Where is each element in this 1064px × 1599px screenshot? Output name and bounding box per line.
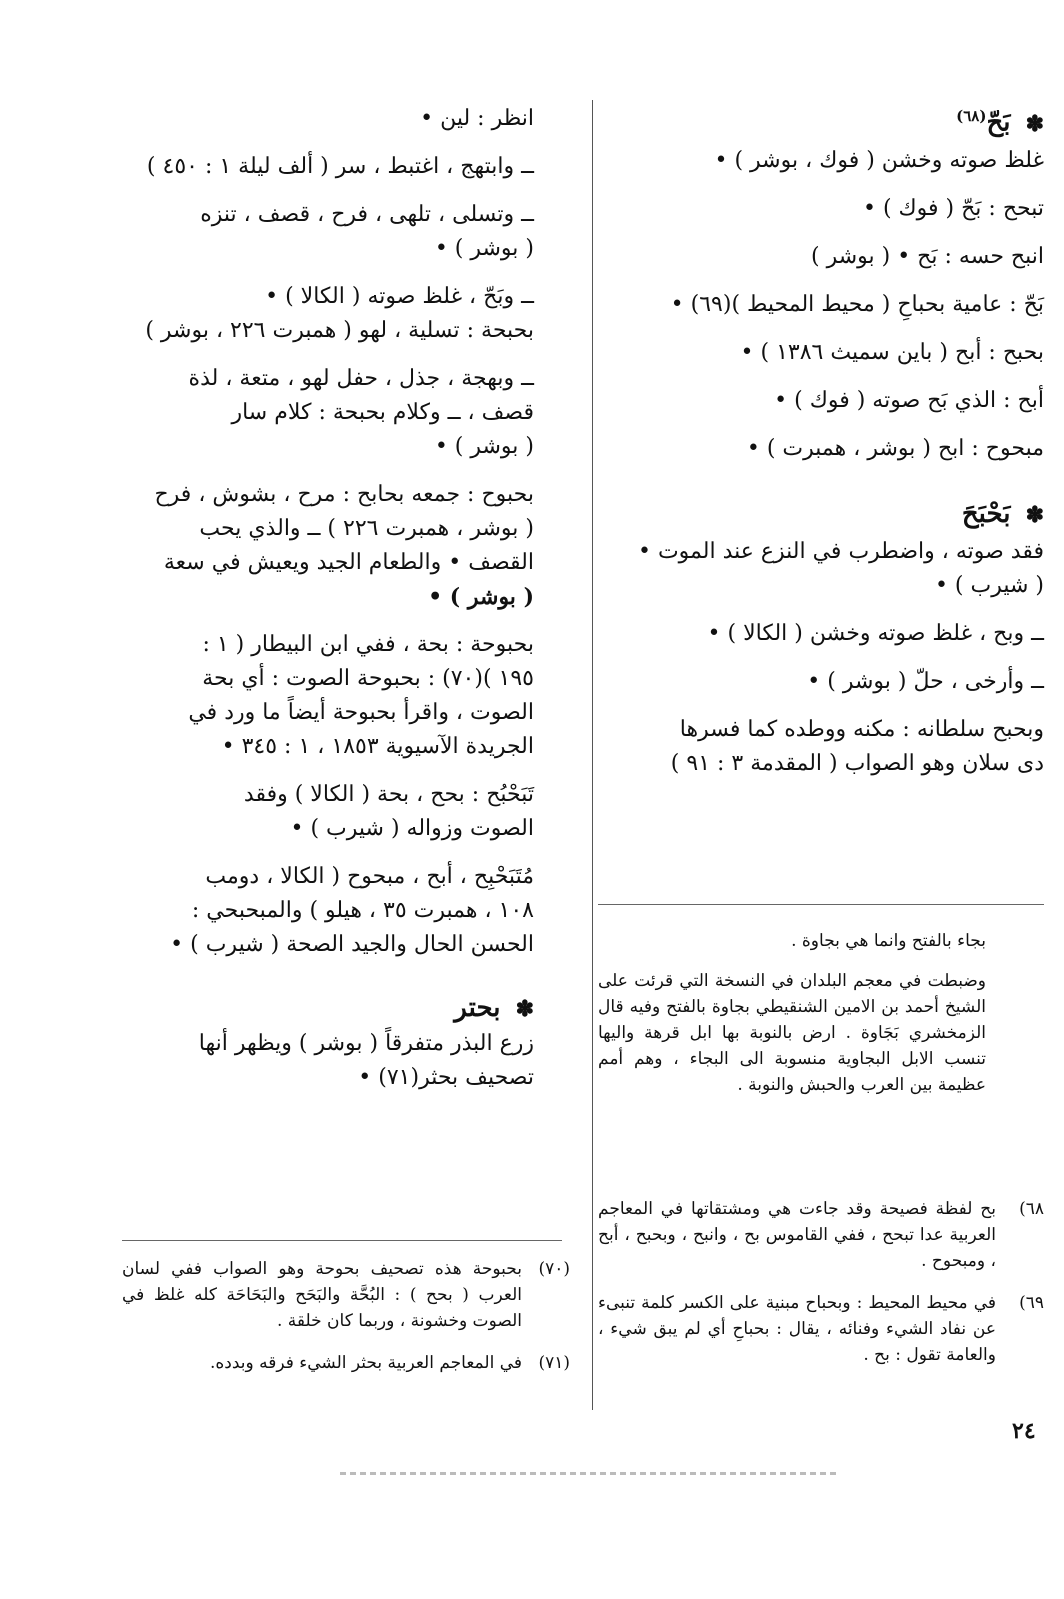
footnote-text: في محيط المحيط : وبحباح مبنية على الكسر كلمة تنبىء عن نفاد الشيء وفنائه ، يقال : بحباحِ أي لم يبق شيء ، والعامة تقول : بح . xyxy=(598,1293,996,1365)
entry-line: بحبوحة : بحة ، ففي ابن البيطار ( ١ : xyxy=(202,632,534,657)
entry-star-icon: ✽ xyxy=(515,996,534,1022)
left-footnotes xyxy=(122,1256,570,1392)
footnote-text: في المعاجم العربية بحثر الشيء فرقه وبدده. xyxy=(209,1353,522,1373)
footnote-separator xyxy=(122,1240,562,1241)
entry-bahtar xyxy=(122,988,534,1029)
entry-line: ــ وبح ، غلظ صوته وخشن ( الكالا ) • xyxy=(707,620,1044,646)
entry-line: بحبح : أبح ( باين سميث ١٣٨٦ ) • xyxy=(740,339,1044,365)
entry-line: الحسن الحال والجيد الصحة ( شيرب ) • xyxy=(170,932,534,957)
note-paragraph: وضبطت في معجم البلدان في النسخة التي قرئت على الشيخ أحمد بن الامين الشنقيطي بجاوة بالفتح وفيه قال الزمخشري بَجَاوة . ارض بالنوبة بها ابل قرهة واليها تنسب الابل البجاوية منسوبة الى البجاء ، وهم أمم عظيمة بين العرب والحبش والنوبة . xyxy=(598,971,986,1095)
entry-line: وبحبح سلطانه : مكنه ووطده كما فسرها xyxy=(679,716,1044,742)
entry-line: ــ وبهجة ، جذل ، حفل لهو ، متعة ، لذة xyxy=(188,366,534,391)
entry-line: ( بوشر ، همبرت ٢٢٦ ) ــ والذي يحب xyxy=(199,516,534,541)
entry-line: ــ وتسلى ، تلهى ، فرح ، قصف ، تنزه xyxy=(200,202,534,227)
right-footnotes xyxy=(598,1196,1044,1384)
entry-star-icon: ✽ xyxy=(1025,110,1044,137)
headword: بَحْبَحَ xyxy=(961,498,1011,529)
entry-line: تبحح : بَحّ ( فوك ) • xyxy=(862,195,1044,221)
footnote xyxy=(598,1196,1044,1274)
entry-line: تصحيف بحثر(٧١) • xyxy=(358,1065,534,1090)
left-column xyxy=(122,104,534,1111)
entry-line: مبحوح : ابح ( بوشر ، همبرت ) • xyxy=(746,435,1044,461)
footnote xyxy=(122,1350,570,1376)
entry-line: ( بوشر ) • xyxy=(428,584,534,610)
entry-line: الصوت وزواله ( شيرب ) • xyxy=(290,816,534,841)
entry-line: غلظ صوته وخشن ( فوك ، بوشر ) • xyxy=(714,147,1044,173)
footnote-text: بح لفظة فصيحة وقد جاءت هي ومشتقاتها في المعاجم العربية عدا تبحح ، ففي القاموس بح ، وانبح ، وبحبح ، أبح ، ومبحوح . xyxy=(598,1199,996,1271)
entry-line: أبح : الذي بَح صوته ( فوك ) • xyxy=(774,387,1044,413)
entry-line: بحبحة : تسلية ، لهو ( همبرت ٢٢٦ ، بوشر ) xyxy=(145,318,534,343)
entry-line: قصف ، ــ وكلام بحبحة : كلام سار xyxy=(231,400,534,425)
entry-line: بحبوح : جمعه بحابح : مرح ، بشوش ، فرح xyxy=(154,482,534,507)
footnote-number: ٦٩) xyxy=(1019,1293,1044,1313)
footnote-separator xyxy=(598,904,1044,905)
note-paragraph: بجاء بالفتح وانما هي بجاوة . xyxy=(791,931,986,951)
footnote xyxy=(122,1256,570,1334)
footnote-number: (٧٠) xyxy=(538,1259,570,1279)
entry-line: ( بوشر ) • xyxy=(434,434,534,459)
column-divider xyxy=(592,100,593,1410)
entry-line: ( شيرب ) • xyxy=(934,572,1044,598)
entry-bahha xyxy=(598,96,1044,144)
entry-line: القصف • والطعام الجيد ويعيش في سعة xyxy=(163,550,534,575)
footnote-text: بحبوحة هذه تصحيف بحوحة وهو الصواب ففي لسان العرب ( بحح ) : البُحَّة والبَحَح والبَحَاحَة كله غلظ في الصوت وخشونة ، وربما كان خلقة . xyxy=(122,1259,522,1331)
page-number: ٢٤ xyxy=(1012,1418,1036,1444)
entry-star-icon: ✽ xyxy=(1025,501,1044,528)
entry-line: دى سلان وهو الصواب ( المقدمة ٣ : ٩١ ) xyxy=(670,750,1044,776)
entry-line: انبح حسه : بَح • ( بوشر ) xyxy=(811,243,1044,269)
entry-line: تَبَحْبُح : بحح ، بحة ( الكالا ) وفقد xyxy=(243,782,534,807)
entry-line: زرع البذر متفرقاً ( بوشر ) ويظهر أنها xyxy=(198,1031,534,1056)
right-notes xyxy=(598,928,986,1112)
entry-line: ــ وأرخى ، حلّ ( بوشر ) • xyxy=(807,668,1044,694)
entry-line: بَحّ : عامية بحباحِ ( محيط المحيط )(٦٩) • xyxy=(670,291,1044,317)
entry-bahbaha xyxy=(598,494,1044,535)
right-column xyxy=(598,96,1044,797)
footnote-number: ٦٨) xyxy=(1019,1199,1044,1219)
entry-line: انظر : لين • xyxy=(420,106,534,131)
entry-line: ( بوشر ) • xyxy=(434,236,534,261)
footnote-number: (٧١) xyxy=(538,1353,570,1373)
entry-line: مُتَبَحْبِح ، أبح ، مبحوح ( الكالا ، دومب xyxy=(205,864,534,889)
entry-line: ١٩٥ )(٧٠) : بحبوحة الصوت : أي بحة xyxy=(202,666,534,691)
entry-line: ــ وابتهج ، اغتبط ، سر ( ألف ليلة ١ : ٤٥٠ ) xyxy=(146,154,534,179)
entry-line: ١٠٨ ، همبرت ٣٥ ، هيلو ) والمبحبحي : xyxy=(191,898,534,923)
headword: بَحّ xyxy=(986,107,1011,138)
headword: بحتر xyxy=(454,993,501,1023)
scan-artifact xyxy=(340,1472,840,1475)
entry-line: الجريدة الآسيوية ١٨٥٣ ، ١ : ٣٤٥ • xyxy=(221,734,534,759)
entry-line: ــ وبَحّ ، غلظ صوته ( الكالا ) • xyxy=(265,284,534,309)
footnote-ref: (٦٨) xyxy=(956,107,987,125)
entry-line: الصوت ، واقرأ بحبوحة أيضاً ما ورد في xyxy=(188,700,534,725)
footnote xyxy=(598,1290,1044,1368)
entry-line: فقد صوته ، واضطرب في النزع عند الموت • xyxy=(638,538,1044,564)
